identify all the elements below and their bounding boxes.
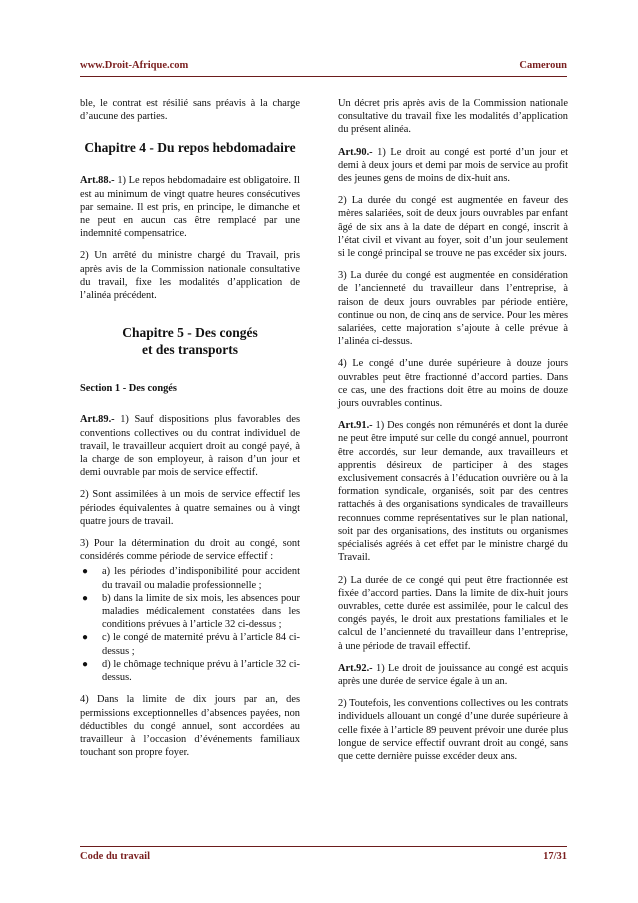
header-site-link[interactable]: www.Droit-Afrique.com — [80, 60, 189, 71]
article-89-paragraph-2: 2) Sont assimilées à un mois de service effectif les périodes équivalentes à quatre semaines ou à vingt quatre jours de travail. — [80, 489, 300, 527]
article-88-paragraph-1 — [80, 174, 300, 240]
decree-paragraph: Un décret pris après avis de la Commission nationale consultative du travail fixe les modalités d’application du présent alinéa. — [338, 98, 568, 136]
article-92-paragraph-1 — [338, 662, 568, 688]
list-item: ● d) le chômage technique prévu à l’article 32 ci-dessus. — [82, 658, 300, 684]
article-91-text: 1) Des congés non rémunérés et dont la durée ne peut être imputé sur celle du congé annuel, pourront être accordés, sur leur demande, aux travailleurs et apprentis désireux de participer à des stages exclusivement consacrés à l’éducation ouvrière ou à la formation syndicale, organisés, soit par des centres rattachés à des organisations syndicales de travailleurs reconnues comme représentatives sur le plan national, soit par des organisations, des instituts ou organismes spécialisés agréés à cet effet par le ministre chargé du Travail. — [338, 420, 568, 564]
header-country: Cameroun — [519, 60, 567, 71]
paragraph-continuation: ble, le contrat est résilié sans préavis à la charge d’aucune des parties. — [80, 98, 300, 123]
article-91-label: Art.91.- — [338, 420, 373, 432]
article-90-paragraph-2: 2) La durée du congé est augmentée en faveur des mères salariées, soit de deux jours ouvrables par enfant âgé de six ans à la date de départ en congé, inscrit à l’état civil et vivant au foyer, soit d’un jour seulement si le congé principal se trouve ne pas excéder six jours. — [338, 195, 568, 260]
chapter-5-heading — [80, 324, 300, 358]
list-item: ● a) les périodes d’indisponibilité pour accident du travail ou maladie professionnelle ; — [82, 566, 300, 591]
article-91-paragraph-1 — [338, 419, 568, 564]
article-90-label: Art.90.- — [338, 146, 373, 158]
article-91-paragraph-2: 2) La durée de ce congé qui peut être fractionnée est fixée d’accord parties. Dans la limite de dix-huit jours ouvrables, cette durée est assimilée, pour le calcul des congés payés, le droit aux prestations familiales et le calcul de l’ancienneté du travailleur dans l’entreprise, à une période de travail effectif. — [338, 574, 568, 652]
left-column — [80, 97, 300, 768]
article-90-text: 1) Le droit au congé est porté d’un jour et demi à deux jours et demi par mois de service au profit des jeunes gens de moins de dix-huit ans. — [338, 146, 568, 185]
footer-title: Code du travail — [80, 851, 151, 862]
bullet-icon: ● — [82, 658, 89, 670]
article-89-paragraph-1 — [80, 413, 300, 479]
article-89-text: 1) Sauf dispositions plus favorables des conventions collectives ou du contrat individuel de travail, le travailleur acquiert droit au congé payé, à la charge de son employeur, à raison d’un jour et demi ouvrable par mois de service effectif. — [80, 414, 300, 479]
list-item: ● c) le congé de maternité prévu à l’article 84 ci-dessus ; — [82, 632, 300, 657]
bullet-icon: ● — [82, 592, 89, 604]
article-92-text: 1) Le droit de jouissance au congé est acquis après une durée de service égale à un an. — [338, 662, 568, 687]
bullet-icon: ● — [82, 632, 89, 644]
article-90-paragraph-3: 3) La durée du congé est augmentée en considération de l’ancienneté du travailleur dans l’entreprise, à raison de deux jours ouvrables par période entière, continue ou non, de cinq ans de service. Pour les mères salariées, cette majoration s’ajoute à celle prévue à l’alinéa ci-dessus. — [338, 270, 568, 348]
article-89-label: Art.89.- — [80, 414, 115, 426]
chapter-5-heading-line-2: et des transports — [142, 342, 238, 358]
article-88-label: Art.88.- — [80, 175, 115, 187]
section-1-heading: Section 1 - Des congés — [80, 383, 177, 395]
article-89-bullet-list — [80, 565, 300, 684]
article-89-paragraph-3: 3) Pour la détermination du droit au congé, sont considérés comme période de service effectif : — [80, 538, 300, 563]
article-89-paragraph-4: 4) Dans la limite de dix jours par an, des permissions exceptionnelles d’absences payées, non déductibles du congé annuel, sont accordées au travailleur à l’occasion d’événements familiaux touchant son propre foyer. — [80, 694, 300, 759]
article-92-label: Art.92.- — [338, 662, 373, 674]
article-92-paragraph-2: 2) Toutefois, les conventions collectives ou les contrats individuels allouant un congé d’une durée supérieure à celle fixée à l’article 89 peuvent prévoir une durée plus longue de service effectif ouvrant droit au congé, sans que cette dernière puisse excéder deux ans. — [338, 698, 568, 762]
article-88-text: 1) Le repos hebdomadaire est obligatoire. Il est au minimum de vingt quatre heures consécutives par semaine. Il est pris, en principe, le dimanche et ne peut en aucun cas être remplacé par une indemnité compensatrice. — [80, 175, 300, 240]
list-item: ● b) dans la limite de six mois, les absences pour maladies médicalement constatées dans les conditions prévues à l’article 32 ci-dessus ; — [82, 592, 300, 631]
article-90-paragraph-1 — [338, 146, 568, 186]
article-90-paragraph-4: 4) Le congé d’une durée supérieure à douze jours ouvrables peut être fractionné d’accord parties. Dans ce cas, une des fractions doit être au moins de douze jours ouvrables continus. — [338, 358, 568, 410]
page-number: 17/31 — [543, 851, 567, 862]
right-column — [338, 97, 568, 772]
page-header — [80, 60, 567, 77]
article-88-paragraph-2: 2) Un arrêté du ministre chargé du Travail, pris après avis de la Commission nationale consultative du travail, fixe les modalités d’application de l’alinéa précédent. — [80, 250, 300, 302]
chapter-5-heading-line-1: Chapitre 5 - Des congés — [122, 325, 258, 341]
bullet-icon: ● — [82, 566, 89, 578]
page-footer — [80, 846, 567, 863]
chapter-4-heading: Chapitre 4 - Du repos hebdomadaire — [84, 140, 296, 156]
